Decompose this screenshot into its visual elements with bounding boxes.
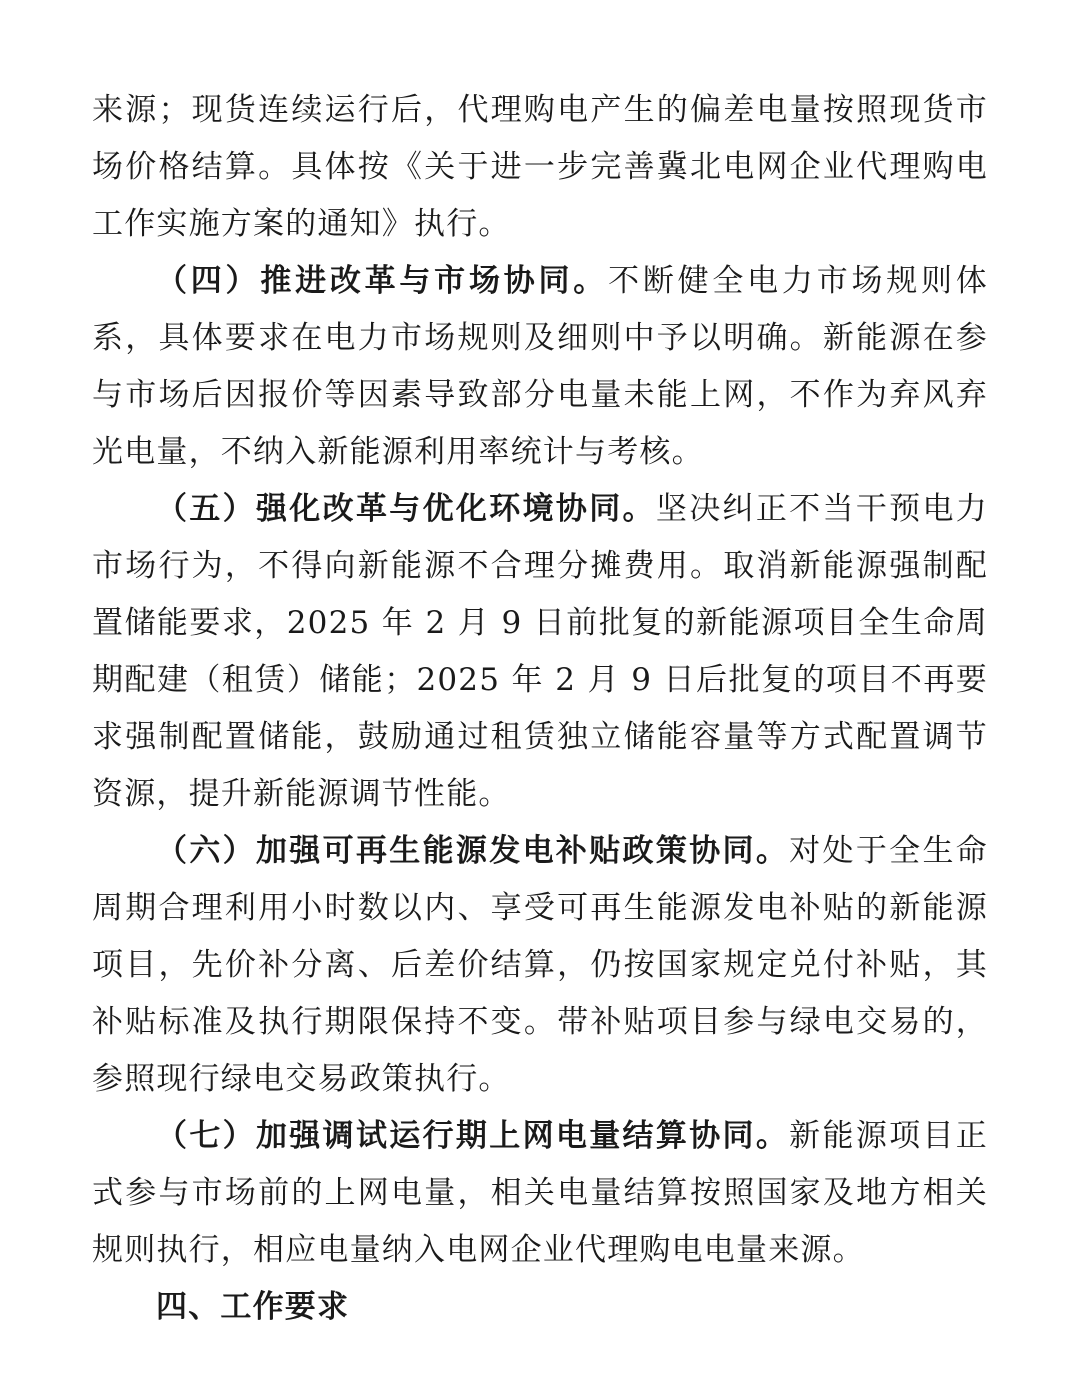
paragraph-continuation xyxy=(92,82,988,253)
paragraph-item-7 xyxy=(92,1108,988,1279)
paragraph-item-4 xyxy=(92,253,988,481)
paragraph-heading: （七）加强调试运行期上网电量结算协同。 xyxy=(156,1118,790,1154)
section-heading: 四、工作要求 xyxy=(156,1289,350,1325)
paragraph-text: 不断健全电力市场规则体系，具体要求在电力市场规则及细则中予以明确。新能源在参与市场后因报价等因素导致部分电量未能上网，不作为弃风弃光电量，不纳入新能源利用率统计与考核。 xyxy=(92,263,988,470)
paragraph-heading: （五）强化改革与优化环境协同。 xyxy=(156,491,656,527)
document-page xyxy=(92,82,988,1336)
paragraph-heading: （六）加强可再生能源发电补贴政策协同。 xyxy=(156,833,790,869)
paragraph-text: 坚决纠正不当干预电力市场行为，不得向新能源不合理分摊费用。取消新能源强制配置储能要求，2025 年 2 月 9 日前批复的新能源项目全生命周期配建（租赁）储能；2025 年 2 月 9 日后批复的项目不再要求强制配置储能，鼓励通过租赁独立储能容量等方式配置调节资源，提升新能源调节性能。 xyxy=(92,491,988,812)
paragraph-text: 对处于全生命周期合理利用小时数以内、享受可再生能源发电补贴的新能源项目，先价补分离、后差价结算，仍按国家规定兑付补贴，其补贴标准及执行期限保持不变。带补贴项目参与绿电交易的，参照现行绿电交易政策执行。 xyxy=(92,833,988,1097)
paragraph-text: 新能源项目正式参与市场前的上网电量，相关电量结算按照国家及地方相关规则执行，相应电量纳入电网企业代理购电电量来源。 xyxy=(92,1118,988,1268)
paragraph-heading: （四）推进改革与市场协同。 xyxy=(156,263,609,299)
paragraph-text: 来源；现货连续运行后，代理购电产生的偏差电量按照现货市场价格结算。具体按《关于进一步完善冀北电网企业代理购电工作实施方案的通知》执行。 xyxy=(92,92,988,242)
paragraph-item-6 xyxy=(92,823,988,1108)
paragraph-item-5 xyxy=(92,481,988,823)
